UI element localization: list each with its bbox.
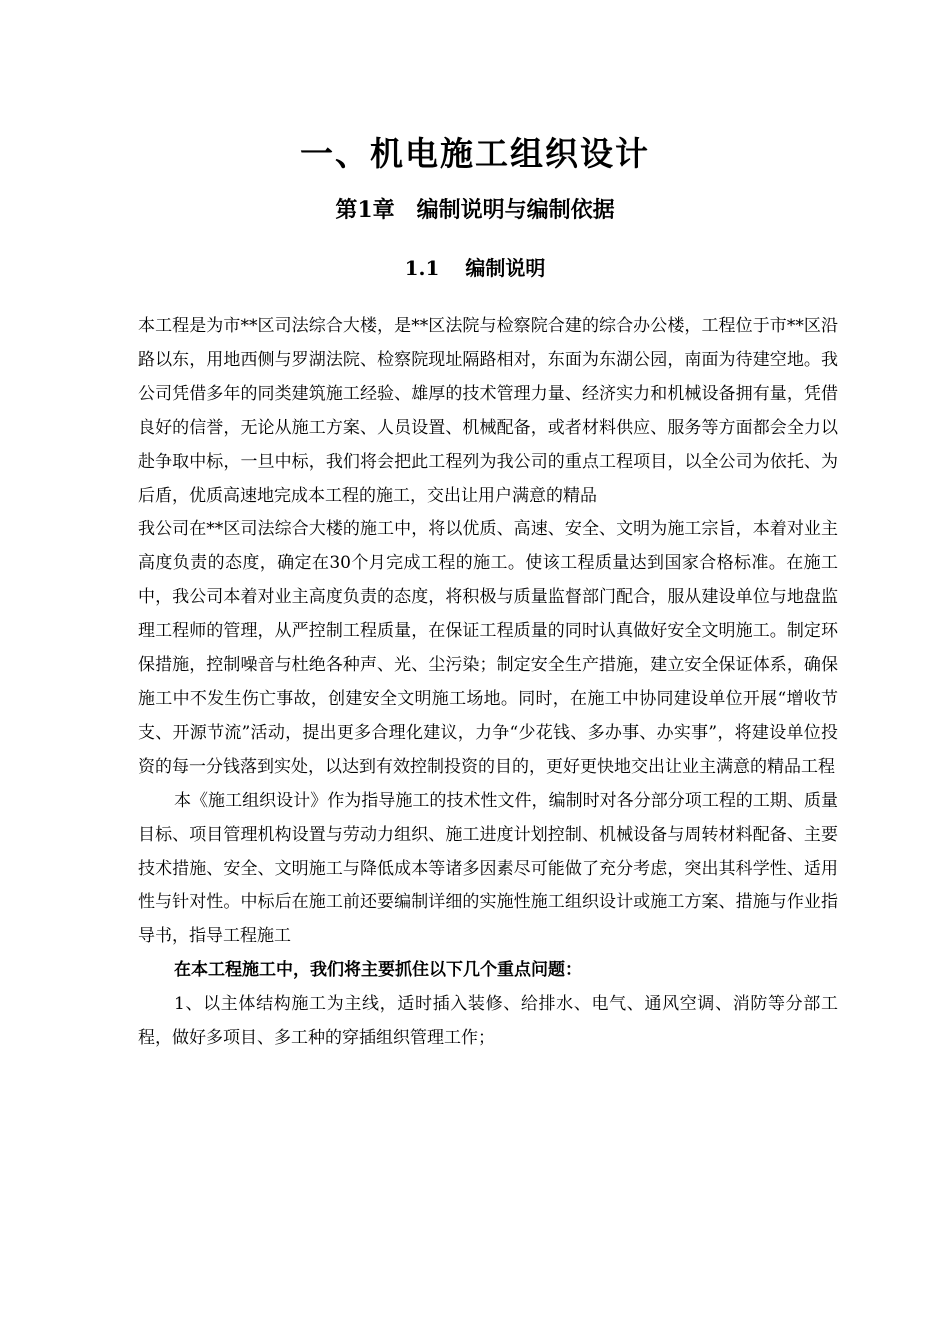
paragraph-design-scope: 本《施工组织设计》作为指导施工的技术性文件，编制时对各分部分项工程的工期、质量目标、项目管理机构设置与劳动力组织、施工进度计划控制、机械设备与周转材料配备、主要技术措施、安全、文明施工与降低成本等诸多因素尽可能做了充分考虑，突出其科学性、适用性与针对性。中标后在施工前还要编制详细的实施性施工组织设计或施工方案、措施与作业指导书，指导工程施工 [138,790,838,947]
chapter-title: 编制说明与编制依据 [416,197,615,223]
paragraph-key-issues-heading: 在本工程施工中，我们将主要抓住以下几个重点问题： [174,960,582,981]
section-title: 编制说明 [465,256,546,280]
paragraph-construction-goals: 我公司在**区司法综合大楼的施工中，将以优质、高速、安全、文明为施工宗旨，本着对业主高度负责的态度，确定在30个月完成工程的施工。使该工程质量达到国家合格标准。在施工中，我公司本着对业主高度负责的态度，将积极与质量监督部门配合，服从建设单位与地盘监理工程师的管理，从严控制工程质量，在保证工程质量的同时认真做好安全文明施工。制定环保措施，控制噪音与杜绝各种声、光、尘污染；制定安全生产措施，建立安全保证体系，确保施工中不发生伤亡事故，创建安全文明施工场地。同时，在施工中协同建设单位开展“增收节支、开源节流”活动，提出更多合理化建议，力争“少花钱、多办事、办实事”，将建设单位投资的每一分钱落到实处，以达到有效控制投资的目的，更好更快地交出让业主满意的精品工程 [138,519,838,777]
paragraph-key-issue-1: 1、以主体结构施工为主线，适时插入装修、给排水、电气、通风空调、消防等分部工程，做好多项目、多工种的穿插组织管理工作； [138,994,838,1049]
section-number: 1.1 [404,256,440,280]
chapter-heading [0,190,950,230]
document-title: 一、机电施工组织设计 [300,134,650,173]
body-text [138,310,838,1056]
section-heading [0,248,950,288]
chapter-number: 第1章 [335,197,395,223]
paragraph-project-overview: 本工程是为市**区司法综合大楼，是**区法院与检察院合建的综合办公楼，工程位于市**区沿路以东，用地西侧与罗湖法院、检察院现址隔路相对，东面为东湖公园，南面为待建空地。我公司凭借多年的同类建筑施工经验、雄厚的技术管理力量、经济实力和机械设备拥有量，凭借良好的信誉，无论从施工方案、人员设置、机械配备，或者材料供应、服务等方面都会全力以赴争取中标，一旦中标，我们将会把此工程列为我公司的重点工程项目，以全公司为依托、为后盾，优质高速地完成本工程的施工，交出让用户满意的精品 [138,316,838,506]
